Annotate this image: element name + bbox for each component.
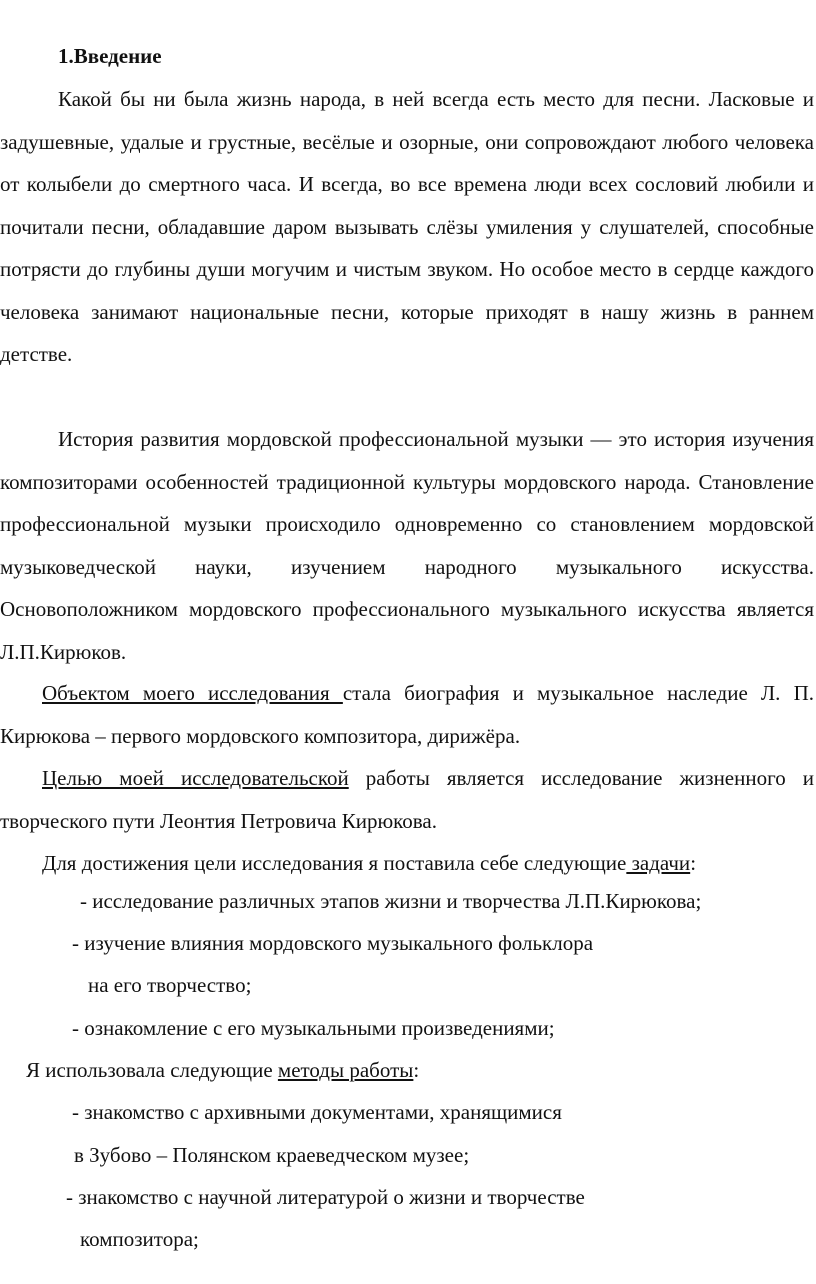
paragraph-object <box>0 672 814 757</box>
method-item-continuation: в Зубово – Полянском краеведческом музее; <box>74 1143 470 1167</box>
goal-label: Целью моей исследовательской <box>42 766 349 790</box>
goal-text: работы является исследование жизненного и творческого пути Леонтия Петровича Кирюкова. <box>0 766 814 833</box>
task-item-continuation: на его творчество; <box>88 973 252 997</box>
section-heading: 1.Введение <box>58 44 162 68</box>
method-item: - знакомство с научной литературой о жизни и творчестве <box>66 1185 585 1209</box>
task-item: - ознакомление с его музыкальными произведениями; <box>72 1016 555 1040</box>
object-label: Объектом моего исследования <box>42 681 343 705</box>
methods-colon: : <box>413 1058 420 1082</box>
task-item: - изучение влияния мордовского музыкального фольклора <box>72 931 594 955</box>
paragraph-goal <box>0 757 814 842</box>
tasks-label: задачи <box>626 851 691 875</box>
tasks-colon: : <box>690 851 697 875</box>
method-item: - знакомство с архивными документами, хранящимися <box>72 1100 562 1124</box>
object-text: стала биография и музыкальное наследие Л. П. Кирюкова – первого мордовского композитора, дирижёра. <box>0 681 814 748</box>
method-item-continuation: композитора; <box>80 1227 199 1251</box>
paragraph-methods-intro <box>26 1056 419 1084</box>
methods-intro-text: Я использовала следующие <box>26 1058 278 1082</box>
paragraph-tasks-intro <box>42 849 696 877</box>
methods-label: методы работы <box>277 1058 414 1082</box>
tasks-intro-text: Для достижения цели исследования я поставила себе следующие <box>42 851 627 875</box>
task-item: - исследование различных этапов жизни и творчества Л.П.Кирюкова; <box>80 889 702 913</box>
paragraph-history: История развития мордовской профессиональной музыки — это история изучения композиторами особенностей традиционной культуры мордовского народа. Становление профессиональной музыки происходило одновременно со становлением мордовской музыковедческой науки, изучением народного музыкального искусства. Основоположником мордовского профессионального музыкального искусства является Л.П.Кирюков. <box>0 427 814 664</box>
paragraph-intro: Какой бы ни была жизнь народа, в ней всегда есть место для песни. Ласковые и задушевные, удалые и грустные, весёлые и озорные, они сопровождают любого человека от колыбели до смертного часа. И всегда, во все времена люди всех сословий любили и почитали песни, обладавшие даром вызывать слёзы умиления у слушателей, способные потрясти до глубины души могучим и чистым звуком. Но особое место в сердце каждого человека занимают национальные песни, которые приходят в нашу жизнь в раннем детстве. <box>0 87 814 366</box>
